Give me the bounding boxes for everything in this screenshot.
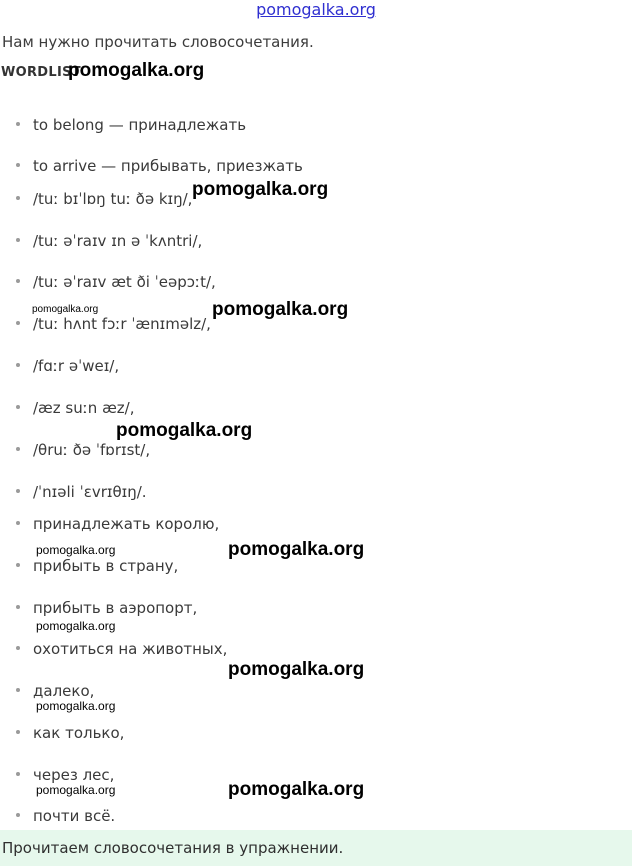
watermark: pomogalka.org [32, 304, 99, 315]
bullet-icon [16, 196, 20, 200]
list-item-text: через лес, [33, 766, 115, 784]
list-item-text: далеко, [33, 682, 95, 700]
list-item-text: /ˈnɪəli ˈɛvrɪθɪŋ/. [33, 483, 147, 501]
bullet-icon [16, 646, 20, 650]
watermark: pomogalka.org [36, 783, 116, 797]
list-item-text: to belong — принадлежать [33, 116, 247, 134]
bullet-icon [16, 279, 20, 283]
watermark: pomogalka.org [36, 619, 116, 633]
bullet-icon [16, 405, 20, 409]
bullet-icon [16, 688, 20, 692]
bullet-icon [16, 605, 20, 609]
watermark: pomogalka.org [228, 659, 365, 680]
bullet-icon [16, 730, 20, 734]
bullet-icon [16, 163, 20, 167]
watermark: pomogalka.org [228, 779, 365, 800]
bullet-icon [16, 363, 20, 367]
footer-text: Прочитаем словосочетания в упражнении. [2, 839, 344, 857]
list-item-text: /tuː bɪˈlɒŋ tuː ðə kɪŋ/, [33, 190, 193, 208]
list-item-text: /æz suːn æz/, [33, 399, 135, 417]
list-item-text: /θruː ðə ˈfɒrɪst/, [33, 441, 151, 459]
list-item-text: /tuː əˈraɪv æt ði ˈeəpɔːt/, [33, 273, 216, 291]
list-item-text: /tuː hʌnt fɔːr ˈænɪməlz/, [33, 315, 211, 333]
intro-text: Нам нужно прочитать словосочетания. [2, 33, 314, 51]
bullet-icon [16, 563, 20, 567]
watermark: pomogalka.org [212, 299, 349, 320]
bullet-icon [16, 813, 20, 817]
watermark: pomogalka.org [36, 699, 116, 713]
list-item-text: принадлежать королю, [33, 515, 220, 533]
watermark: pomogalka.org [116, 420, 253, 441]
watermark: pomogalka.org [36, 543, 116, 557]
bullet-icon [16, 122, 20, 126]
watermark-top: pomogalka.org [256, 0, 376, 19]
list-item-text: почти всё. [33, 807, 116, 825]
bullet-icon [16, 772, 20, 776]
bullet-icon [16, 447, 20, 451]
list-item-text: прибыть в аэропорт, [33, 599, 198, 617]
bullet-icon [16, 489, 20, 493]
list-item-text: прибыть в страну, [33, 557, 179, 575]
watermark: pomogalka.org [192, 179, 329, 200]
list-item-text: как только, [33, 724, 125, 742]
watermark: pomogalka.org [68, 60, 205, 81]
watermark: pomogalka.org [228, 539, 365, 560]
list-item-text: /tuː əˈraɪv ɪn ə ˈkʌntri/, [33, 232, 203, 250]
bullet-icon [16, 521, 20, 525]
list-item-text: to arrive — прибывать, приезжать [33, 157, 303, 175]
wordlist-heading: WORDLIST [1, 65, 81, 80]
footer-bar [0, 830, 632, 866]
bullet-icon [16, 321, 20, 325]
bullet-icon [16, 238, 20, 242]
list-item-text: охотиться на животных, [33, 640, 228, 658]
list-item-text: /fɑːr əˈweɪ/, [33, 357, 120, 375]
